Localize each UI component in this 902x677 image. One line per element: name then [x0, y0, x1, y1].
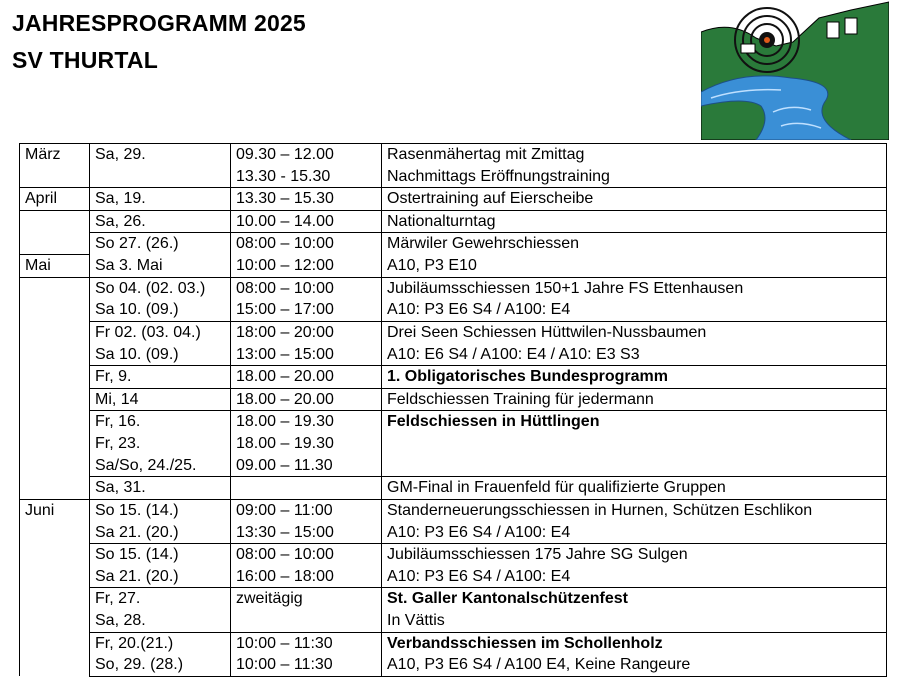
- time-line: 18.00 – 19.30: [236, 413, 334, 431]
- event-line: Rasenmähertag mit Zmittag: [387, 146, 585, 163]
- event-line: Jubiläumsschiessen 150+1 Jahre FS Ettenhausen: [387, 279, 744, 297]
- time-line: 09:00 – 11:00: [236, 502, 333, 520]
- event-line: A10: P3 E6 S4 / A100: E4: [387, 301, 571, 319]
- time-line: 10:00 – 11:30: [236, 634, 333, 652]
- date-line: Fr, 20.(21.): [95, 634, 174, 652]
- time-line: 15:00 – 17:00: [236, 301, 334, 319]
- date-cell: [90, 366, 231, 389]
- date-line: Sa, 19.: [95, 190, 146, 208]
- month-juni: Juni: [25, 502, 55, 520]
- date-line: Sa/So, 24./25.: [95, 456, 197, 474]
- event-cell: [382, 500, 887, 544]
- table-row: [20, 188, 887, 211]
- date-cell: [90, 388, 231, 411]
- table-row: [20, 366, 887, 389]
- time-cell: [231, 588, 382, 632]
- date-line: Fr, 27.: [95, 590, 141, 608]
- date-line: Fr, 23.: [95, 435, 141, 453]
- date-cell: [90, 411, 231, 477]
- date-cell: [90, 322, 231, 366]
- date-cell: [90, 277, 231, 321]
- event-line: A10: P3 E6 S4 / A100: E4: [387, 567, 571, 585]
- event-line: Nachmittags Eröffnungstraining: [387, 167, 610, 185]
- shooting-range-logo-icon: [701, 0, 889, 140]
- date-line: Sa, 29.: [95, 146, 146, 163]
- event-line: Standerneuerungsschiessen in Hurnen, Schützen Eschlikon: [387, 502, 813, 520]
- month-cell: [20, 544, 90, 588]
- date-cell: [90, 588, 231, 632]
- date-line: Mi, 14: [95, 390, 139, 408]
- table-row: [20, 233, 887, 278]
- month-cell: [20, 366, 90, 389]
- event-cell: [382, 632, 887, 676]
- time-cell: [231, 632, 382, 676]
- page-title: [12, 5, 306, 79]
- event-line: A10: E6 S4 / A100: E4 / A10: E3 S3: [387, 345, 640, 363]
- event-cell: [382, 188, 887, 211]
- month-cell: [20, 477, 90, 500]
- month-cell: [20, 411, 90, 477]
- date-line: So 27. (26.): [95, 235, 179, 253]
- time-line: 13:00 – 15:00: [236, 345, 334, 363]
- event-line: GM-Final in Frauenfeld für qualifizierte Gruppen: [387, 479, 726, 497]
- date-line: Sa, 26.: [95, 212, 146, 230]
- date-cell: [90, 544, 231, 588]
- event-line: A10, P3 E10: [387, 256, 477, 274]
- month-cell: [20, 144, 90, 188]
- event-cell: [382, 233, 887, 278]
- time-line: 18.00 – 20.00: [236, 390, 334, 408]
- month-cell: [20, 588, 90, 632]
- title-line-1: JAHRESPROGRAMM 2025: [12, 10, 306, 36]
- time-line: 13.30 – 15.30: [236, 190, 334, 208]
- event-cell: [382, 388, 887, 411]
- month-april: April: [25, 190, 58, 208]
- table-row: [20, 277, 887, 321]
- date-line: Sa, 28.: [95, 612, 146, 629]
- event-cell: [382, 411, 887, 477]
- time-line: 09.00 – 11.30: [236, 456, 333, 474]
- table-row: [20, 210, 887, 233]
- month-cell: [20, 322, 90, 366]
- date-line: Fr, 16.: [95, 413, 141, 431]
- month-cell: [20, 500, 90, 544]
- time-line: 09.30 – 12.00: [236, 146, 334, 163]
- time-cell: [231, 500, 382, 544]
- month-cell: [20, 632, 90, 676]
- time-line: 13.30 - 15.30: [236, 167, 331, 185]
- time-cell: [231, 277, 382, 321]
- event-line: St. Galler Kantonalschützenfest: [387, 590, 628, 608]
- table-row: [20, 477, 887, 500]
- date-line: Fr, 9.: [95, 368, 132, 386]
- date-cell: [90, 233, 231, 278]
- table-row: [20, 388, 887, 411]
- date-line: So 15. (14.): [95, 502, 179, 520]
- date-line: Sa 3. Mai: [95, 256, 163, 274]
- month-cell: [20, 233, 90, 278]
- date-cell: [90, 477, 231, 500]
- time-cell: [231, 188, 382, 211]
- table-row: [20, 632, 887, 676]
- date-line: So 15. (14.): [95, 546, 179, 564]
- event-line: Jubiläumsschiessen 175 Jahre SG Sulgen: [387, 546, 688, 564]
- time-line: zweitägig: [236, 590, 303, 608]
- table-row: [20, 322, 887, 366]
- date-line: So 04. (02. 03.): [95, 279, 206, 297]
- date-line: Sa 10. (09.): [95, 345, 179, 363]
- time-line: 08:00 – 10:00: [236, 546, 334, 564]
- time-cell: [231, 210, 382, 233]
- time-line: 08:00 – 10:00: [236, 279, 334, 297]
- event-line: Feldschiessen in Hüttlingen: [387, 413, 600, 431]
- event-cell: [382, 477, 887, 500]
- event-cell: [382, 322, 887, 366]
- time-cell: [231, 233, 382, 278]
- month-cell: [20, 210, 90, 233]
- event-line: Feldschiessen Training für jedermann: [387, 390, 654, 408]
- program-table: [19, 143, 887, 677]
- time-cell: [231, 144, 382, 188]
- date-line: So, 29. (28.): [95, 656, 184, 674]
- event-cell: [382, 366, 887, 389]
- table-row: [20, 411, 887, 477]
- time-cell: [231, 411, 382, 477]
- time-cell: [231, 366, 382, 389]
- date-line: Fr 02. (03. 04.): [95, 324, 201, 342]
- event-line: Verbandsschiessen im Schollenholz: [387, 634, 663, 652]
- time-line: 13:30 – 15:00: [236, 523, 334, 541]
- event-line: 1. Obligatorisches Bundesprogramm: [387, 368, 668, 386]
- month-maerz: März: [25, 146, 61, 163]
- time-line: 10:00 – 12:00: [236, 256, 334, 274]
- date-line: Sa, 31.: [95, 479, 146, 497]
- event-line: A10, P3 E6 S4 / A100 E4, Keine Rangeure: [387, 656, 691, 674]
- month-cell: [20, 388, 90, 411]
- event-line: Märwiler Gewehrschiessen: [387, 235, 580, 253]
- event-cell: [382, 277, 887, 321]
- event-cell: [382, 144, 887, 188]
- table-row: [20, 544, 887, 588]
- time-line: 10:00 – 11:30: [236, 656, 333, 674]
- time-line: 18:00 – 20:00: [236, 324, 334, 342]
- date-line: Sa 10. (09.): [95, 301, 179, 319]
- date-cell: [90, 188, 231, 211]
- title-line-2: SV THURTAL: [12, 47, 158, 73]
- time-cell: [231, 322, 382, 366]
- time-line: 10.00 – 14.00: [236, 212, 334, 230]
- event-line: In Vättis: [387, 612, 445, 629]
- time-line: 08:00 – 10:00: [236, 235, 334, 253]
- time-line: 18.00 – 19.30: [236, 435, 334, 453]
- table-row: [20, 144, 887, 188]
- event-cell: [382, 588, 887, 632]
- time-line: 18.00 – 20.00: [236, 368, 334, 386]
- date-line: Sa 21. (20.): [95, 523, 179, 541]
- time-cell: [231, 544, 382, 588]
- event-line: Drei Seen Schiessen Hüttwilen-Nussbaumen: [387, 324, 707, 342]
- time-cell: [231, 388, 382, 411]
- date-cell: [90, 144, 231, 188]
- event-line: Nationalturntag: [387, 212, 496, 230]
- event-line: Ostertraining auf Eierscheibe: [387, 190, 594, 208]
- event-line: A10: P3 E6 S4 / A100: E4: [387, 523, 571, 541]
- time-line: 16:00 – 18:00: [236, 567, 334, 585]
- table-row: [20, 500, 887, 544]
- month-mai: Mai: [25, 256, 51, 274]
- month-cell: [20, 277, 90, 321]
- date-cell: [90, 210, 231, 233]
- date-cell: [90, 500, 231, 544]
- month-cell: [20, 188, 90, 211]
- table-row: [20, 588, 887, 632]
- date-line: Sa 21. (20.): [95, 567, 179, 585]
- date-cell: [90, 632, 231, 676]
- event-cell: [382, 210, 887, 233]
- time-cell: [231, 477, 382, 500]
- event-cell: [382, 544, 887, 588]
